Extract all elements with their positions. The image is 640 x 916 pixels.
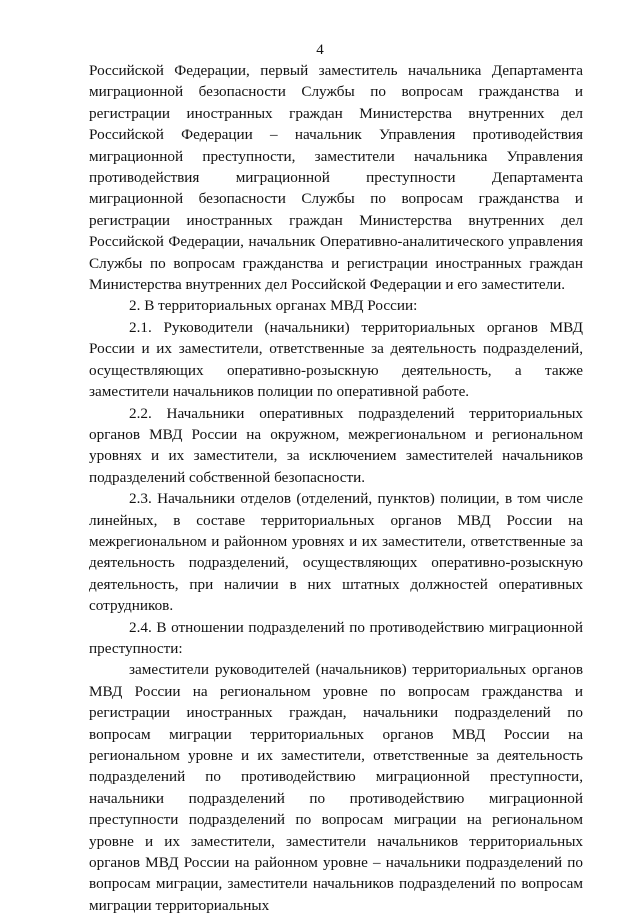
paragraph-continuation: Российской Федерации, первый заместитель начальника Департамента миграционной безопасности Службы по вопросам гражданства и регистрации иностранных граждан Министерства внутренних дел Российской Федерации – начальник Управления противодействия миграционной преступности, заместители начальника Управления противодействия миграционной преступности Департамента миграционной безопасности Службы по вопросам гражданства и регистрации иностранных граждан Министерства внутренних дел Российской Федерации, начальник Оперативно-аналитического управления Службы по вопросам гражданства и регистрации иностранных граждан Министерства внутренних дел Российской Федерации и его заместители.	[89, 62, 583, 294]
paragraph-section-2: 2. В территориальных органах МВД России:	[129, 297, 418, 315]
paragraph-2-3: 2.3. Начальники отделов (отделений, пунктов) полиции, в том числе линейных, в составе территориальных органов МВД России на межрегиональном и районном уровнях и их заместители, ответственные за деятельность подразделений, осуществляющих оперативно-розыскную деятельность, при наличии в них штатных должностей оперативных сотрудников.	[89, 490, 583, 615]
paragraph-2-2: 2.2. Начальники оперативных подразделений территориальных органов МВД России на окружном, межрегиональном и региональном уровнях и их заместители, за исключением заместителей начальников подразделений собственной безопасности.	[89, 404, 583, 486]
paragraph-2-4-list: заместители руководителей (начальников) территориальных органов МВД России на региональном уровне по вопросам гражданства и регистрации иностранных граждан, начальники подразделений по вопросам миграции территориальных органов МВД России на региональном уровне и их заместители, ответственные за деятельность подразделений по противодействию миграционной преступности, начальники подразделений по противодействию миграционной преступности подразделений по вопросам миграции на региональном уровне и их заместители, заместители начальников территориальных органов МВД России на районном уровне – начальники подразделений по вопросам миграции, заместители начальников подразделений по вопросам миграции территориальных	[89, 661, 583, 914]
paragraph-2-4: 2.4. В отношении подразделений по противодействию миграционной преступности:	[89, 618, 583, 657]
document-body	[89, 60, 583, 916]
paragraph-2-1: 2.1. Руководители (начальники) территориальных органов МВД России и их заместители, ответственные за деятельность подразделений, осуществляющих оперативно-розыскную деятельность, а также заместители начальников полиции по оперативной работе.	[89, 318, 583, 401]
page-number: 4	[316, 42, 324, 58]
